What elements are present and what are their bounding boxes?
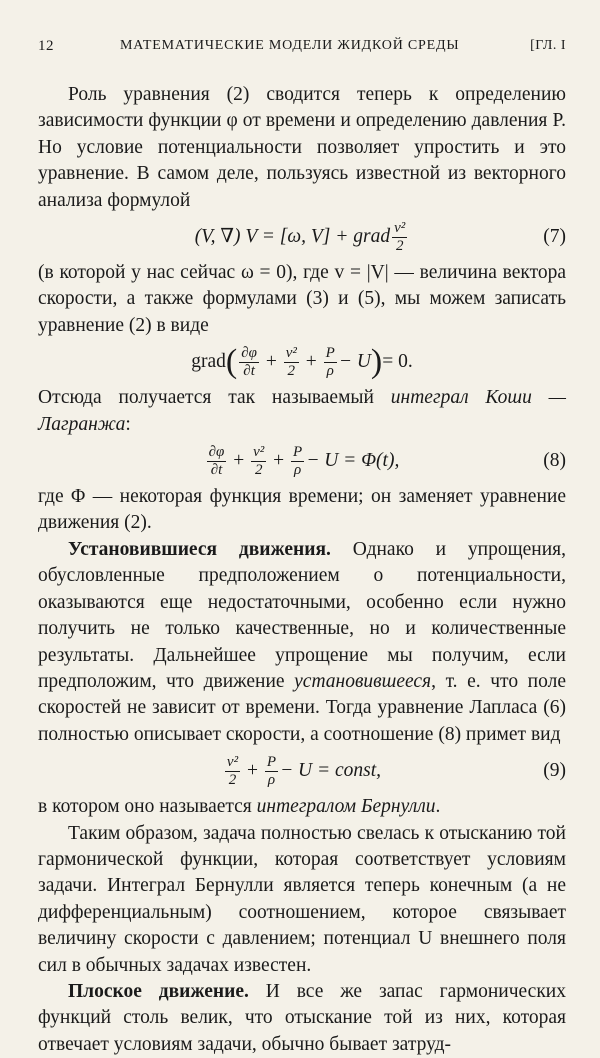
equation-7 xyxy=(38,214,566,260)
equation-grad: grad ( $\frac{\partial\varphi}{\partial t}$ + $\frac{\text{v²}}{2}$ + $\frac{P}{\rho}$ − U ) = 0. xyxy=(191,343,413,381)
paragraph-2: (в которой у нас сейчас ω = 0), где v = |V| — величина вектора скорости, а также формулами (3) и (5), мы можем записать уравнение (2) в виде xyxy=(38,262,566,336)
equation-8: $\frac{\partial\varphi}{\partial t}$ + $\frac{\text{v²}}{2}$ + $\frac{P}{\rho}$ − U = Φ(t), (8) xyxy=(208,443,566,478)
paragraph-1: Роль уравнения (2) сводится теперь к определению зависимости функции φ от времени и определению давления P. Но условие потенциальности позволяет упростить и это уравнение. В самом деле, пользуясь известной из векторного анализа формулой xyxy=(38,84,566,211)
page-number: 12 xyxy=(38,38,54,54)
eq7-lhs: (V, ∇) V = [ω, V] + grad xyxy=(194,225,391,247)
running-title: МАТЕМАТИЧЕСКИЕ МОДЕЛИ ЖИДКОЙ СРЕДЫ xyxy=(120,38,460,53)
paragraph-6: в котором оно называется интегралом Бернулли. xyxy=(38,796,441,818)
paragraph-7: Таким образом, задача полностью свелась к отысканию той гармонической функции, которая соответствует условиям задачи. Интеграл Бернулли является теперь конечным (а не дифференциальным) соотношением, которое связывает величину скорости с давлением; потенциал U внешнего поля сил в обычных задачах известен. xyxy=(38,822,566,976)
chapter-label: [ГЛ. I xyxy=(530,38,566,53)
section-heading-plane: Плоское движение. xyxy=(68,980,249,1002)
paragraph-8: Плоское движение. И все же запас гармонических функций столь велик, что отыскание той из них, которая отвечает условиям задачи, обычно бывает затруд- xyxy=(38,980,566,1055)
section-heading-steady: Установившиеся движения. xyxy=(68,538,331,560)
running-header xyxy=(38,38,566,58)
paragraph-4: где Φ — некоторая функция времени; он заменяет уравнение движения (2). xyxy=(38,486,566,534)
body-text xyxy=(38,82,566,1058)
eq7-fraction: $\frac{\text{v²}}{2}$ xyxy=(394,219,406,254)
equation-9: $\frac{\text{v²}}{2}$ + $\frac{P}{\rho}$ − U = const, (9) xyxy=(226,753,566,788)
page xyxy=(38,0,566,1055)
paragraph-3: Отсюда получается так называемый интеграл Коши — Лагранжа: xyxy=(38,387,566,435)
eq8-label: (8) xyxy=(543,449,566,471)
paragraph-5: Установившиеся движения. Однако и упрощения, обусловленные предположением о потенциальности, оказываются еще недостаточными, особенно если нужно получить не только качественные, но и количественные результаты. Дальнейшее упрощение мы получим, если предположим, что движение установившееся, т. е. что поле скоростей не зависит от времени. Тогда уравнение Лапласа (6) полностью описывает скорости, а соотношение (8) примет вид xyxy=(38,538,566,745)
eq7-label: (7) xyxy=(543,225,566,247)
eq9-label: (9) xyxy=(543,759,566,781)
